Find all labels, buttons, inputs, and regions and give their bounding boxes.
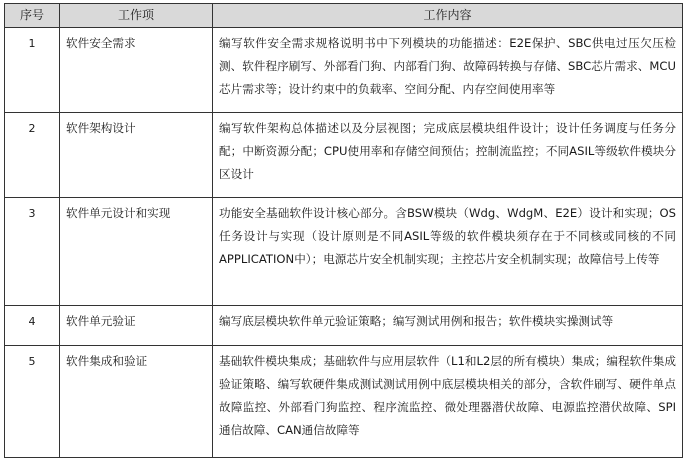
table-row (5, 198, 683, 306)
row-content: 编写底层模块软件单元验证策略；编写测试用例和报告；软件模块实操测试等 (213, 306, 683, 346)
table-row (5, 113, 683, 198)
header-content: 工作内容 (213, 4, 683, 28)
row-content: 基础软件模块集成；基础软件与应用层软件（L1和L2层的所有模块）集成；编程软件集成验证策略、编写软硬件集成测试测试用例中底层模块相关的部分，含软件刷写、硬件单点故障监控、外部看门狗监控、程序流监控、微处理器潜伏故障、电源监控潜伏故障、SPI通信故障、CAN通信故障等 (213, 346, 683, 458)
row-item: 软件单元设计和实现 (60, 198, 213, 306)
row-num: 3 (5, 198, 60, 306)
work-table (4, 3, 683, 458)
header-num: 序号 (5, 4, 60, 28)
row-item: 软件集成和验证 (60, 346, 213, 458)
row-num: 4 (5, 306, 60, 346)
table-row (5, 306, 683, 346)
row-item: 软件安全需求 (60, 28, 213, 113)
row-num: 1 (5, 28, 60, 113)
table-header-row (5, 4, 683, 28)
table-row (5, 28, 683, 113)
row-num: 2 (5, 113, 60, 198)
row-item: 软件单元验证 (60, 306, 213, 346)
table-row (5, 346, 683, 458)
row-num: 5 (5, 346, 60, 458)
header-item: 工作项 (60, 4, 213, 28)
row-content: 功能安全基础软件设计核心部分。含BSW模块（Wdg、WdgM、E2E）设计和实现；OS任务设计与实现（设计原则是不同ASIL等级的软件模块须存在于不同核或同核的不同APPLICATION中）；电源芯片安全机制实现；主控芯片安全机制实现；故障信号上传等 (213, 198, 683, 306)
row-item: 软件架构设计 (60, 113, 213, 198)
row-content: 编写软件安全需求规格说明书中下列模块的功能描述：E2E保护、SBC供电过压欠压检测、软件程序刷写、外部看门狗、内部看门狗、故障码转换与存储、SBC芯片需求、MCU芯片需求等；设计约束中的负载率、空间分配、内存空间使用率等 (213, 28, 683, 113)
row-content: 编写软件架构总体描述以及分层视图；完成底层模块组件设计；设计任务调度与任务分配；中断资源分配；CPU使用率和存储空间预估；控制流监控；不同ASIL等级软件模块分区设计 (213, 113, 683, 198)
